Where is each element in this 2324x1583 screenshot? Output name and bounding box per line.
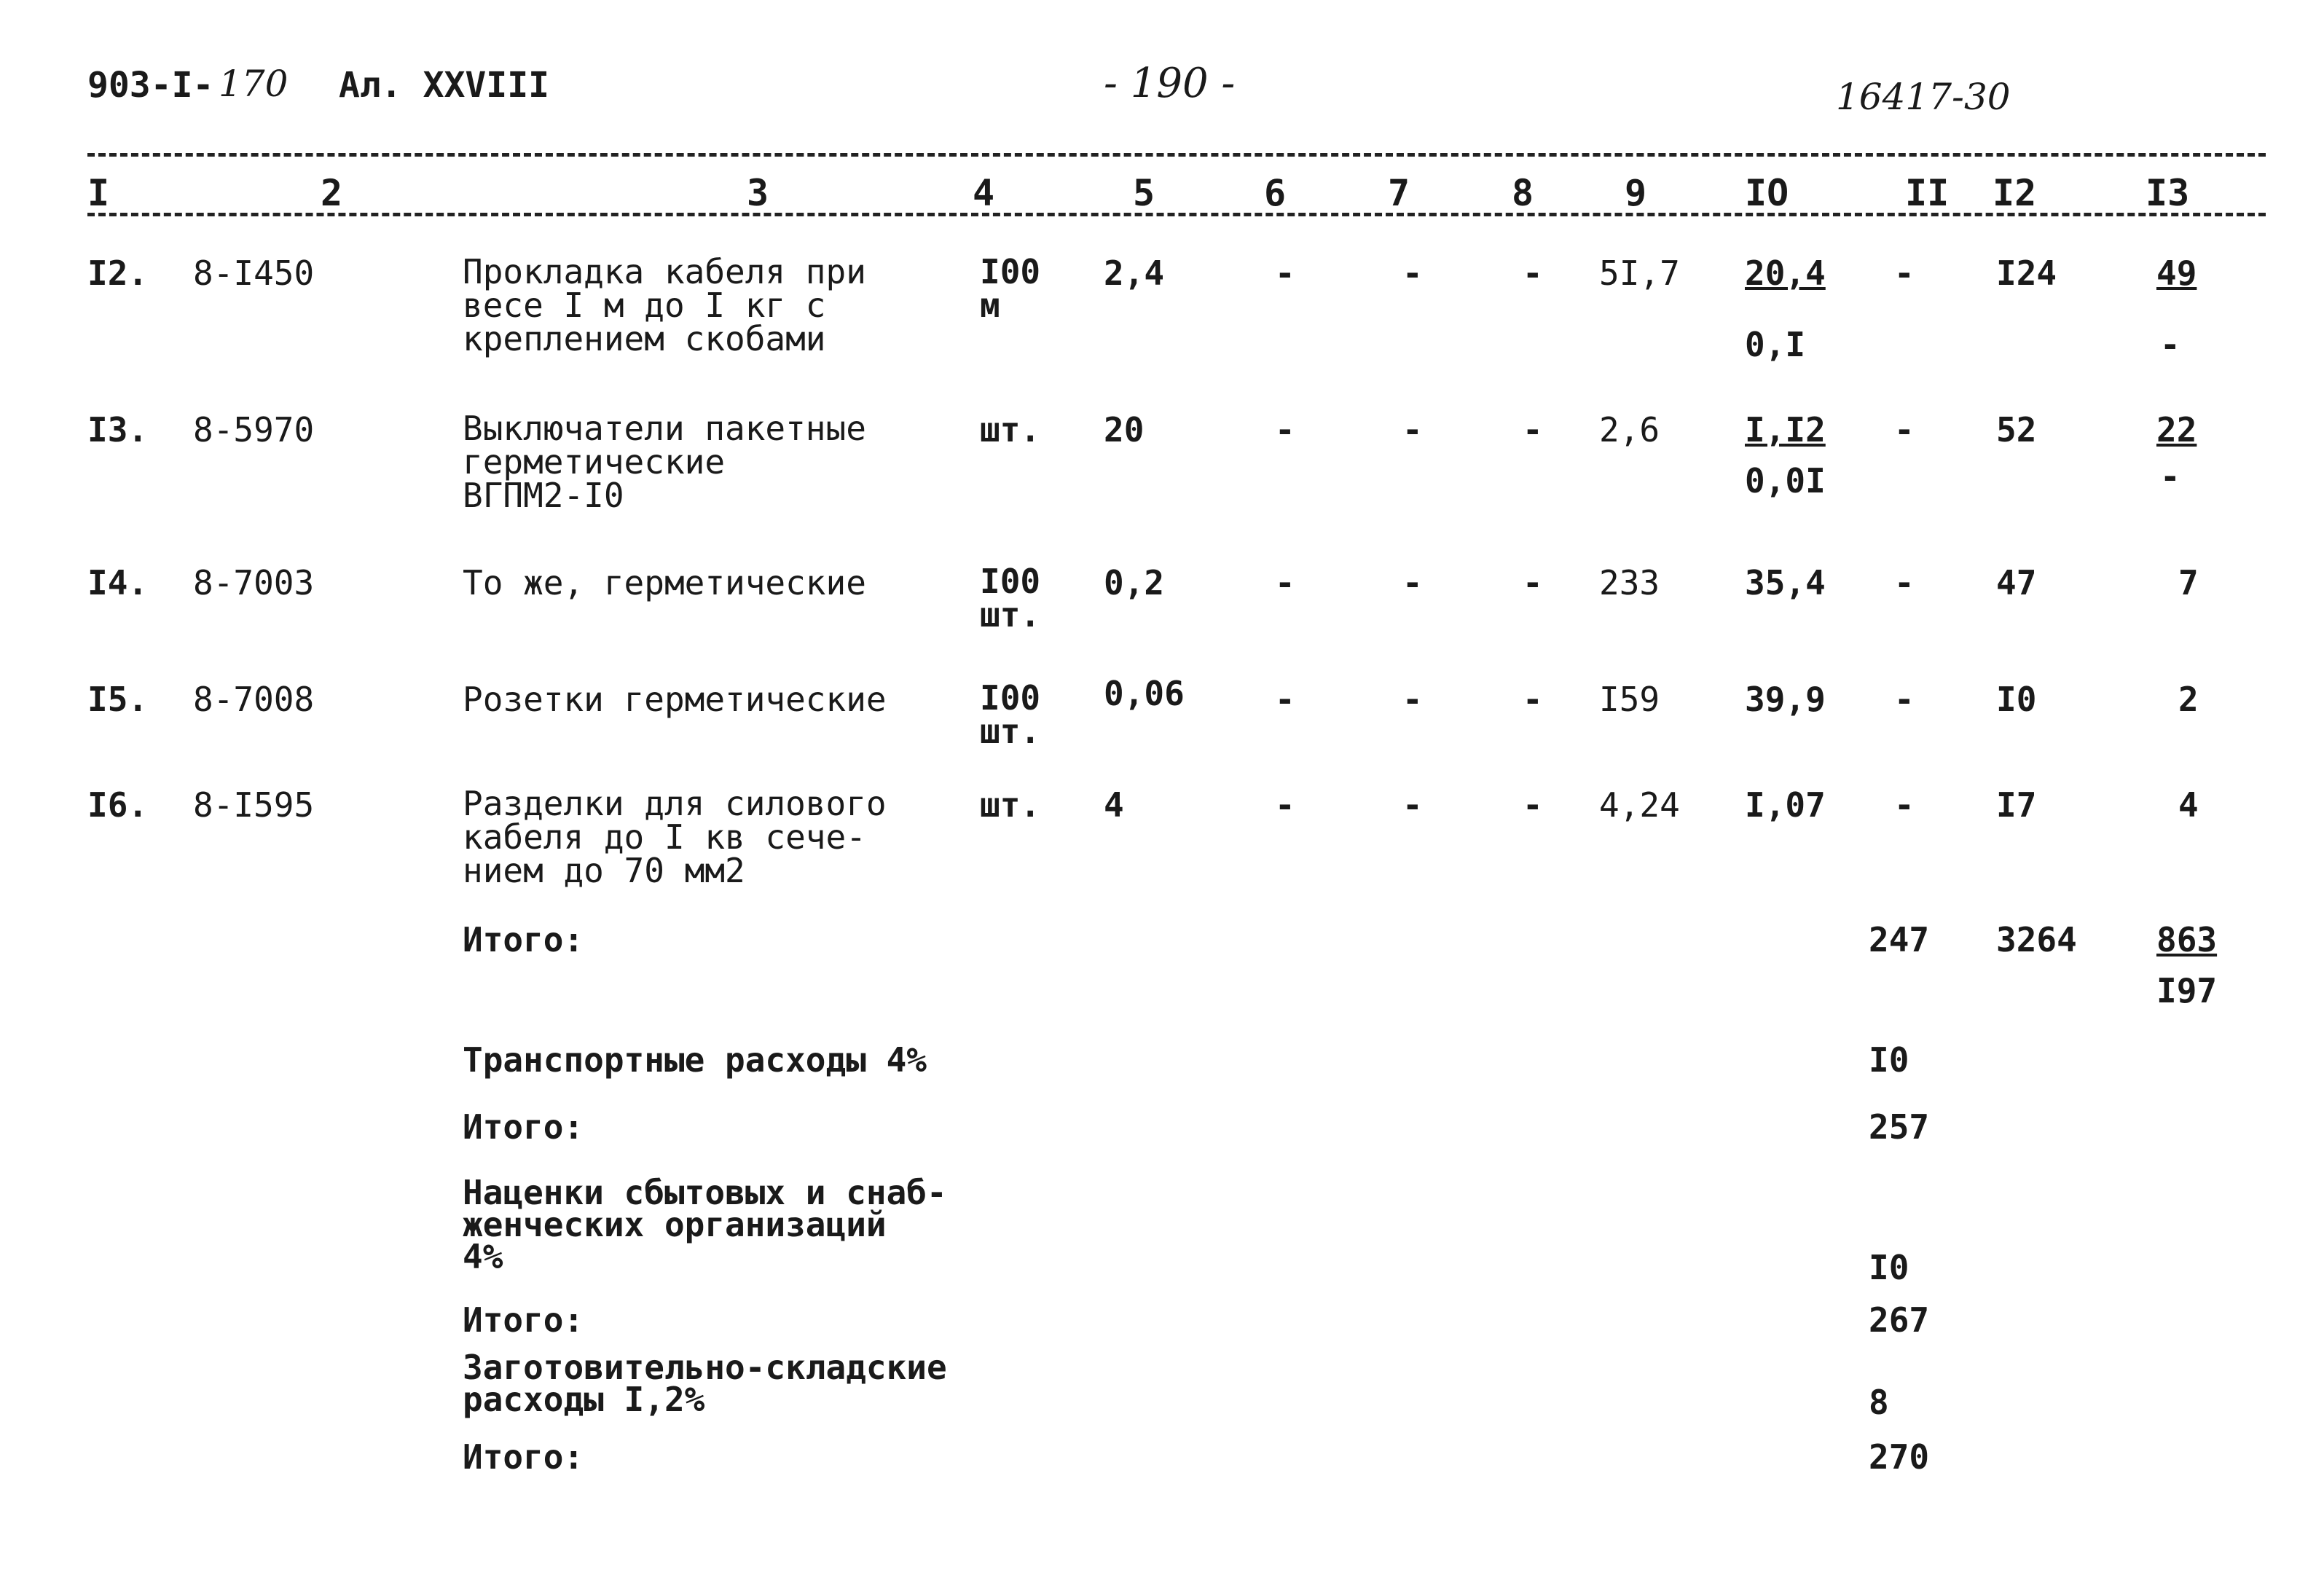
row-col12: 47	[1996, 563, 2037, 602]
row-code: 8-I450	[193, 254, 315, 293]
row-col5: 0,06	[1104, 674, 1185, 713]
row-col7: -	[1402, 410, 1423, 449]
row-number: I6.	[87, 785, 149, 825]
row-col12: 52	[1996, 410, 2037, 449]
col-6-header: 6	[1264, 172, 1287, 214]
row-number: I4.	[87, 563, 149, 602]
row-col7: -	[1402, 680, 1423, 719]
document-code-handwritten: 170	[219, 63, 288, 105]
row-col13: 49	[2156, 254, 2197, 293]
row-col5: 4	[1104, 785, 1124, 825]
row-col10: I,I2	[1745, 410, 1826, 449]
row-col10: 20,4	[1745, 254, 1826, 293]
col-12-header: I2	[1993, 172, 2037, 214]
row-col10: 35,4	[1745, 563, 1826, 602]
row-col8: -	[1523, 680, 1543, 719]
procurement-costs-label: Заготовительно-складские расходы I,2%	[463, 1348, 947, 1419]
grand-total-label: Итого:	[463, 1437, 584, 1477]
header-bottom-rule	[87, 213, 2266, 216]
row-code: 8-I595	[193, 785, 315, 825]
markup-label: Наценки сбытовых и снаб- женческих организаций 4%	[463, 1173, 947, 1276]
page-number: - 190 -	[1104, 60, 1236, 107]
row-col7: -	[1402, 563, 1423, 602]
top-rule	[87, 153, 2266, 157]
row-unit: шт.	[980, 410, 1041, 449]
subtotal-value: 257	[1869, 1107, 1930, 1147]
subtotal-col11: 247	[1869, 920, 1930, 959]
row-description: Прокладка кабеля при весе I м до I кг с креплением скобами	[463, 252, 866, 358]
col-13-header: I3	[2146, 172, 2190, 214]
row-col11: -	[1894, 785, 1915, 825]
row-col11: -	[1894, 680, 1915, 719]
col-2-header: 2	[321, 172, 343, 214]
row-col11: -	[1894, 254, 1915, 293]
row-unit: I00 шт.	[980, 678, 1041, 751]
col-3-header: 3	[747, 172, 769, 214]
subtotal-label: Итого:	[463, 920, 584, 959]
row-col9: 5I,7	[1599, 254, 1680, 293]
procurement-costs-value: 8	[1869, 1383, 1889, 1422]
subtotal-value: 267	[1869, 1300, 1930, 1340]
row-col5: 20	[1104, 410, 1145, 449]
subtotal-label: Итого:	[463, 1300, 584, 1340]
document-code: 903-I-	[87, 65, 214, 106]
col-9-header: 9	[1625, 172, 1647, 214]
row-code: 8-5970	[193, 410, 315, 449]
row-description: То же, герметические	[463, 563, 866, 602]
row-col9: 2,6	[1599, 410, 1660, 449]
row-col8: -	[1523, 785, 1543, 825]
row-col10-sub: 0,I	[1745, 325, 1806, 364]
transport-costs-label: Транспортные расходы 4%	[463, 1040, 927, 1080]
subtotal-col12: 3264	[1996, 920, 2077, 959]
row-col6: -	[1275, 410, 1295, 449]
row-col13: 22	[2156, 410, 2197, 449]
subtotal-col13: 863	[2156, 920, 2218, 959]
col-11-header: II	[1905, 172, 1950, 214]
row-col12: I7	[1996, 785, 2037, 825]
row-number: I5.	[87, 680, 149, 719]
row-col13: 2	[2178, 680, 2199, 719]
row-unit: I00 шт.	[980, 562, 1041, 635]
markup-value: I0	[1869, 1248, 1909, 1287]
row-col13-sub: -	[2160, 325, 2180, 364]
row-col5: 0,2	[1104, 563, 1165, 602]
col-5-header: 5	[1133, 172, 1155, 214]
row-code: 8-7003	[193, 563, 315, 602]
row-col8: -	[1523, 254, 1543, 293]
row-col10-sub: 0,0I	[1745, 461, 1826, 500]
row-description: Выключатели пакетные герметические ВГПМ2-I0	[463, 409, 866, 515]
row-col9: I59	[1599, 680, 1660, 719]
subtotal-col13-sub: I97	[2156, 971, 2218, 1010]
row-number: I3.	[87, 410, 149, 449]
row-col13: 4	[2178, 785, 2199, 825]
col-4-header: 4	[973, 172, 995, 214]
row-number: I2.	[87, 254, 149, 293]
row-col6: -	[1275, 785, 1295, 825]
col-7-header: 7	[1388, 172, 1410, 214]
row-unit: шт.	[980, 785, 1041, 825]
row-col11: -	[1894, 563, 1915, 602]
row-col9: 4,24	[1599, 785, 1680, 825]
row-col12: I0	[1996, 680, 2037, 719]
row-unit: I00 м	[980, 252, 1041, 325]
transport-costs-value: I0	[1869, 1040, 1909, 1080]
sheet-label: Ал. XXVIII	[339, 65, 549, 106]
col-10-header: IO	[1745, 172, 1789, 214]
row-col8: -	[1523, 563, 1543, 602]
row-description: Розетки герметические	[463, 680, 887, 719]
row-col5: 2,4	[1104, 254, 1165, 293]
row-col11: -	[1894, 410, 1915, 449]
row-col8: -	[1523, 410, 1543, 449]
row-col6: -	[1275, 680, 1295, 719]
row-code: 8-7008	[193, 680, 315, 719]
row-col10: 39,9	[1745, 680, 1826, 719]
row-col13: 7	[2178, 563, 2199, 602]
registration-number: 16417-30	[1836, 76, 2011, 118]
col-8-header: 8	[1512, 172, 1534, 214]
row-col10: I,07	[1745, 785, 1826, 825]
row-col12: I24	[1996, 254, 2057, 293]
grand-total-value: 270	[1869, 1437, 1930, 1477]
row-col9: 233	[1599, 563, 1660, 602]
col-1-header: I	[87, 172, 110, 214]
row-col7: -	[1402, 785, 1423, 825]
subtotal-label: Итого:	[463, 1107, 584, 1147]
row-col7: -	[1402, 254, 1423, 293]
row-col6: -	[1275, 254, 1295, 293]
row-col13-sub: -	[2160, 457, 2180, 496]
row-description: Разделки для силового кабеля до I кв сече- нием до 70 мм2	[463, 784, 887, 890]
row-col6: -	[1275, 563, 1295, 602]
